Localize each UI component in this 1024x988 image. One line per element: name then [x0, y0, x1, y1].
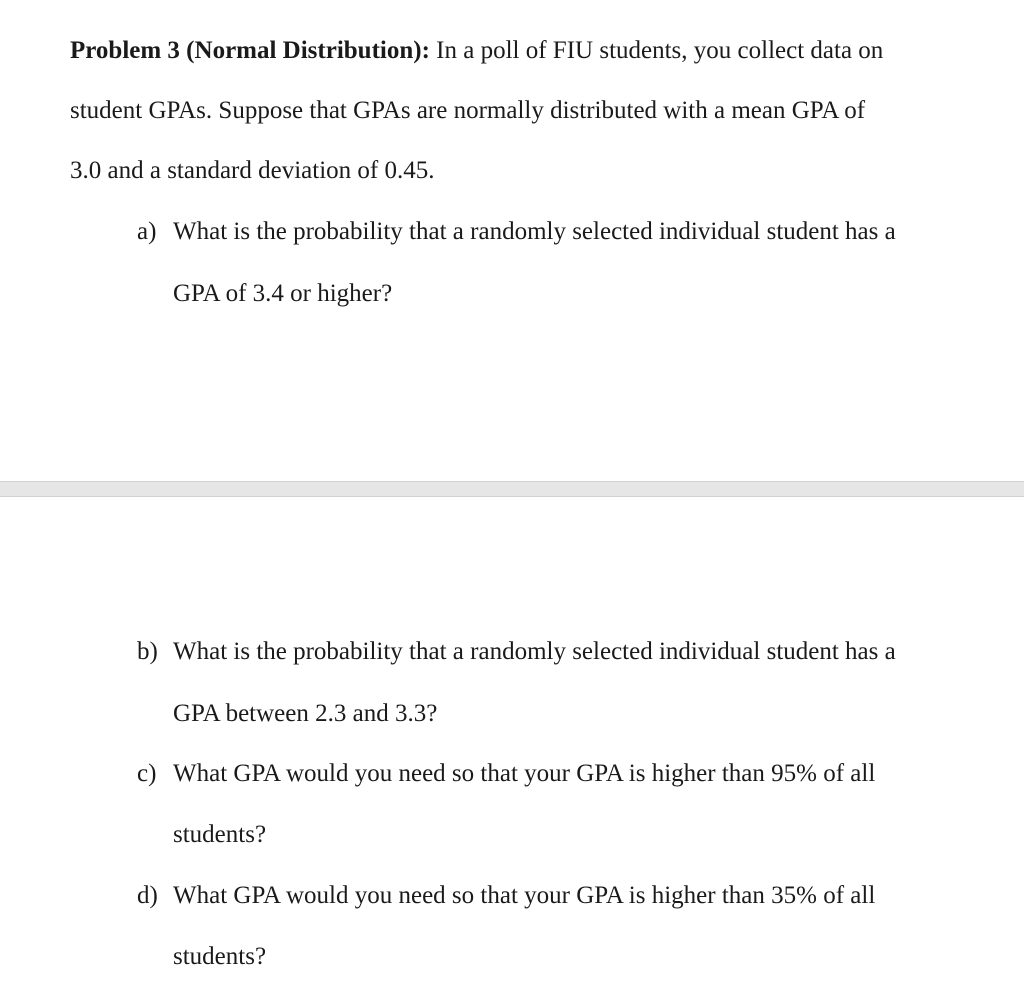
question-b-line-1: What is the probability that a randomly selected individual student has a: [173, 638, 896, 665]
question-d-line-2: students?: [173, 943, 267, 970]
problem-title: Problem 3 (Normal Distribution):: [70, 37, 430, 64]
problem-intro-line-3: 3.0 and a standard deviation of 0.45.: [70, 157, 435, 184]
question-c-line-1: What GPA would you need so that your GPA is higher than 95% of all: [173, 760, 876, 787]
document-page-2: [0, 497, 1024, 988]
question-a-line-1: What is the probability that a randomly selected individual student has a: [173, 218, 896, 245]
problem-intro-line-1: [70, 36, 883, 66]
problem-intro-text-1: In a poll of FIU students, you collect data on: [436, 37, 884, 64]
question-c-label: c): [137, 760, 157, 787]
question-c-line-2: students?: [173, 821, 267, 848]
question-a-line-2: GPA of 3.4 or higher?: [173, 280, 393, 307]
page-break-separator: [0, 481, 1024, 497]
question-a-label: a): [137, 218, 157, 245]
problem-intro-line-2: student GPAs. Suppose that GPAs are normally distributed with a mean GPA of: [70, 97, 866, 124]
question-d-label: d): [137, 882, 158, 909]
question-b-label: b): [137, 638, 158, 665]
question-d-line-1: What GPA would you need so that your GPA is higher than 35% of all: [173, 882, 876, 909]
question-b-line-2: GPA between 2.3 and 3.3?: [173, 700, 438, 727]
